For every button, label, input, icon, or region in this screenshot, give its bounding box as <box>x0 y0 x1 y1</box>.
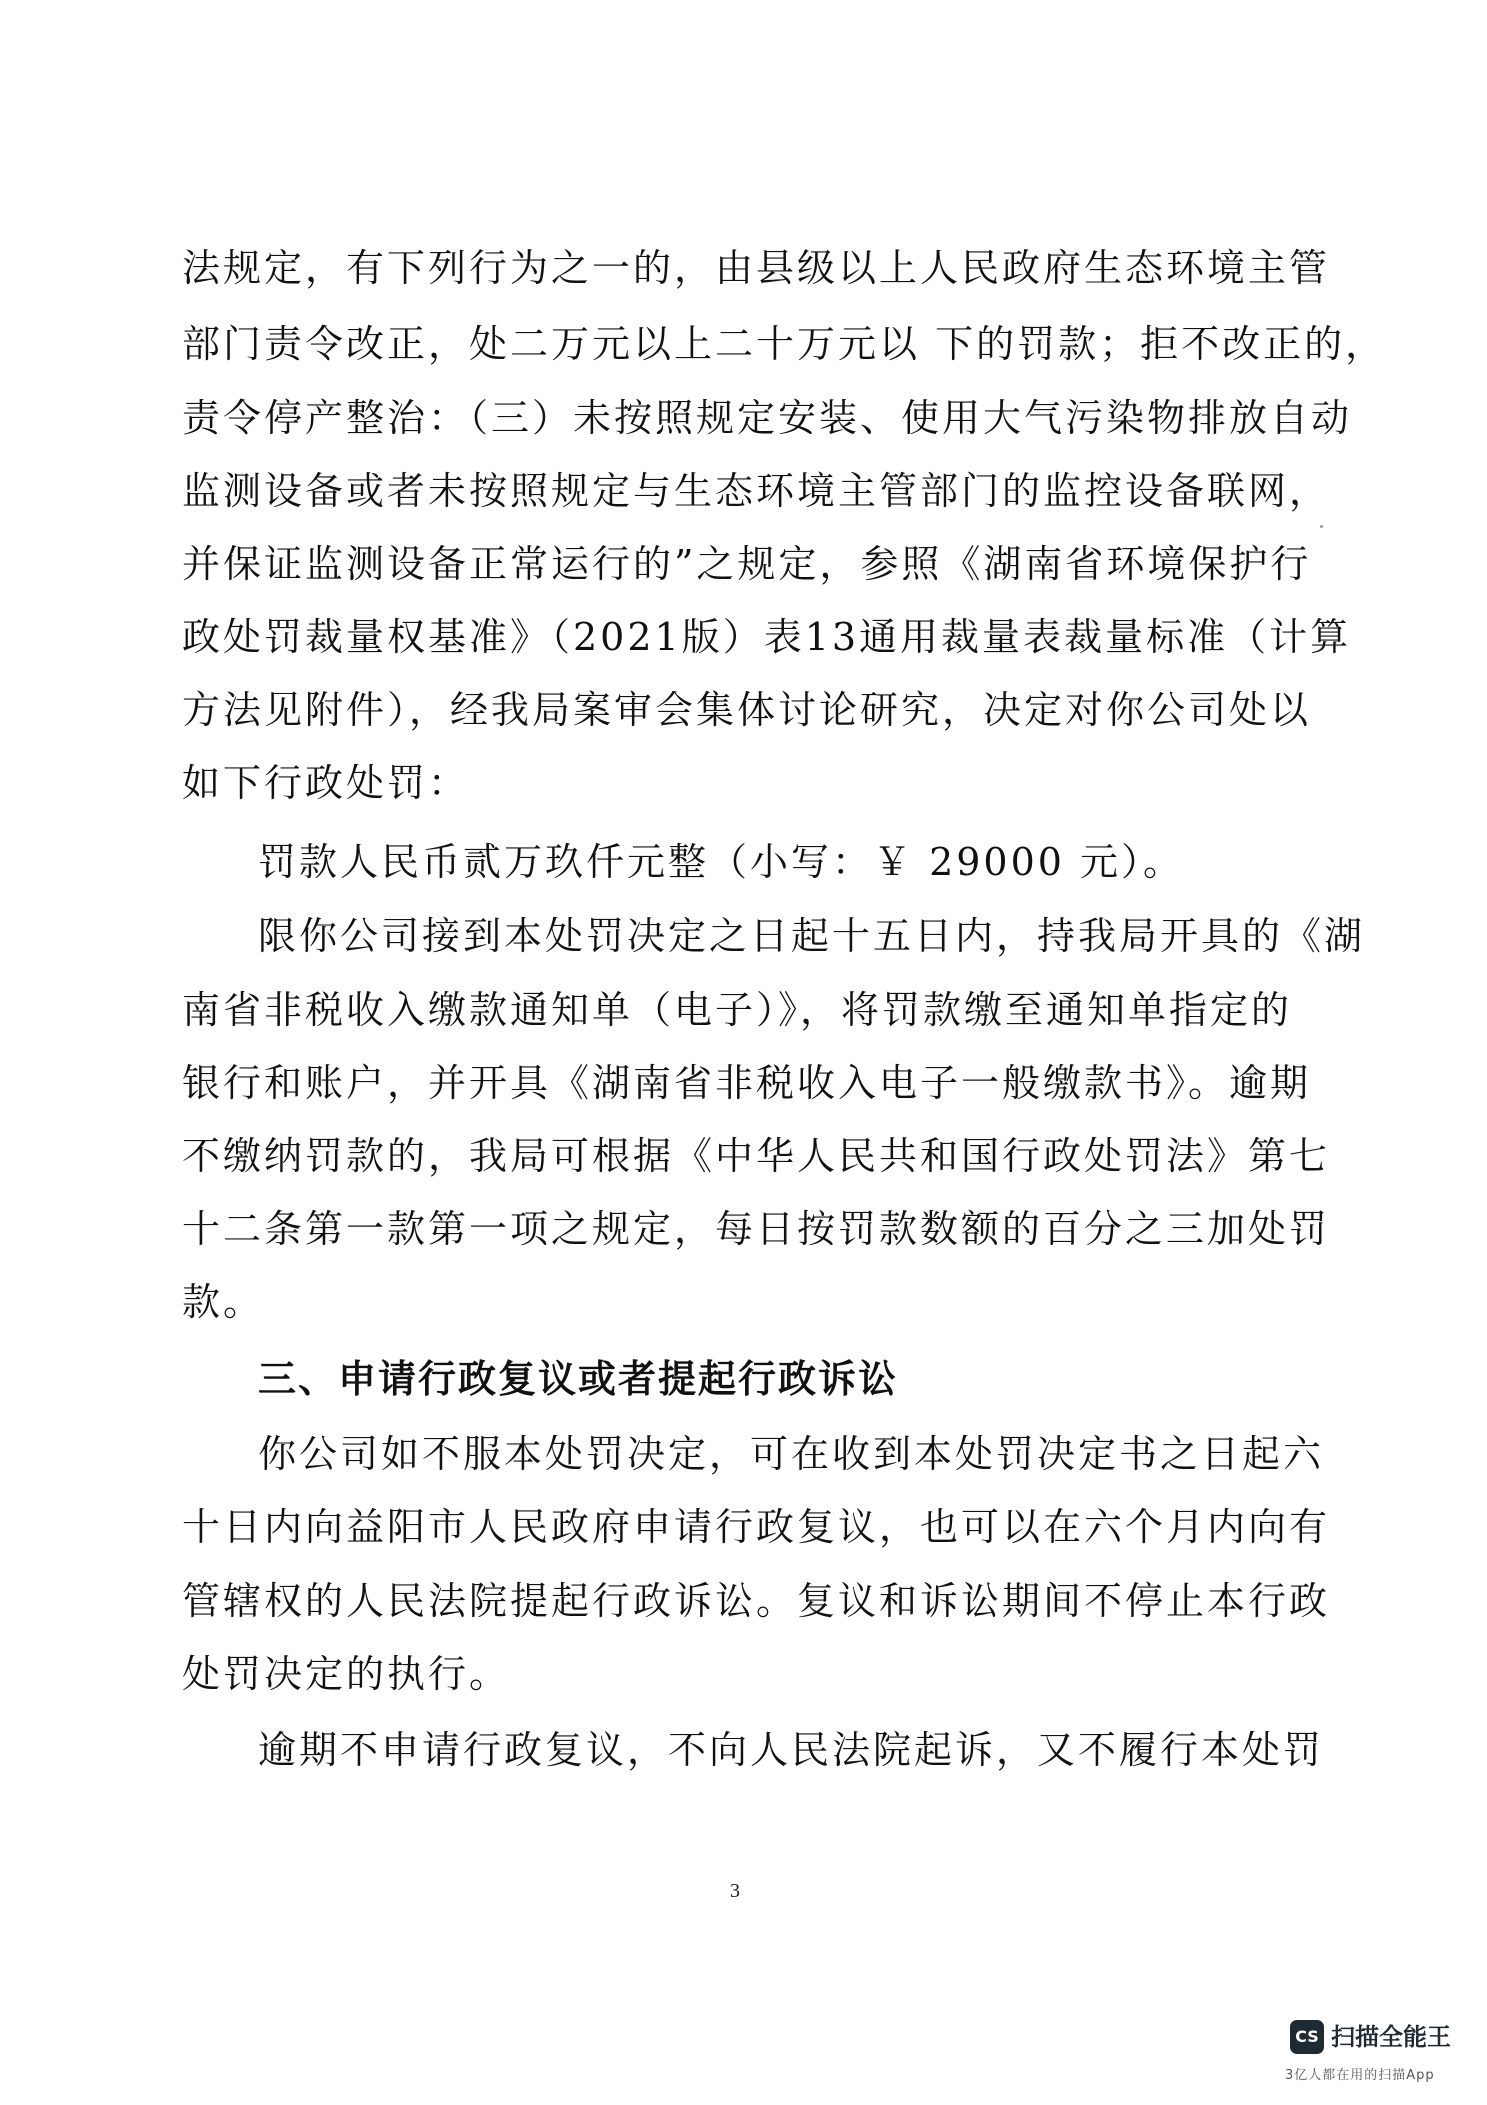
cs-logo-icon: CS <box>1290 2020 1324 2054</box>
page-number: 3 <box>730 1880 740 1902</box>
text-line: 你公司如不服本处罚决定，可在收到本处罚决定书之日起六 <box>258 1432 1325 1476</box>
text-line: 方法见附件），经我局案审会集体讨论研究，决定对你公司处以 <box>182 688 1312 732</box>
text-line: 责令停产整治：（三）未按照规定安装、使用大气污染物排放自动 <box>182 396 1353 440</box>
section-heading: 三、申请行政复议或者提起行政诉讼 <box>258 1357 899 1401</box>
text-line: 十日内向益阳市人民政府申请行政复议，也可以在六个月内向有 <box>182 1505 1331 1549</box>
scanner-watermark <box>1285 2020 1485 2100</box>
text-line: 政处罚裁量权基准》（2021版）表13通用裁量表裁量标准（计算 <box>182 615 1352 659</box>
text-line: 监测设备或者未按照规定与生态环境主管部门的监控设备联网， <box>182 469 1331 513</box>
watermark-title: 扫描全能王 <box>1331 2023 1451 2051</box>
text-line: 并保证监测设备正常运行的”之规定，参照《湖南省环境保护行 <box>182 542 1312 586</box>
text-line: 法规定，有下列行为之一的，由县级以上人民政府生态环境主管 <box>182 246 1331 290</box>
text-line: 处罚决定的执行。 <box>182 1652 511 1696</box>
text-line: 不缴纳罚款的，我局可根据《中华人民共和国行政处罚法》第七 <box>182 1134 1331 1178</box>
watermark-subtitle: 3亿人都在用的扫描App <box>1285 2068 1435 2083</box>
text-line: 款。 <box>182 1280 265 1324</box>
text-line: 如下行政处罚： <box>182 761 470 805</box>
text-line: 管辖权的人民法院提起行政诉讼。复议和诉讼期间不停止本行政 <box>182 1579 1331 1623</box>
text-line: 南省非税收入缴款通知单（电子）》，将罚款缴至通知单指定的 <box>182 988 1293 1032</box>
text-line: 银行和账户，并开具《湖南省非税收入电子一般缴款书》。逾期 <box>182 1061 1312 1105</box>
text-line: 部门责令改正，处二万元以上二十万元以 下的罚款；拒不改正的， <box>182 322 1387 366</box>
text-line: 逾期不申请行政复议，不向人民法院起诉，又不履行本处罚 <box>258 1728 1325 1772</box>
text-line: 限你公司接到本处罚决定之日起十五日内，持我局开具的《湖 <box>258 914 1366 958</box>
fine-amount-line: 罚款人民币贰万玖仟元整（小写：￥ 29000 元）。 <box>258 840 1185 884</box>
scan-speck <box>1320 525 1323 528</box>
text-line: 十二条第一款第一项之规定，每日按罚款数额的百分之三加处罚 <box>182 1207 1331 1251</box>
